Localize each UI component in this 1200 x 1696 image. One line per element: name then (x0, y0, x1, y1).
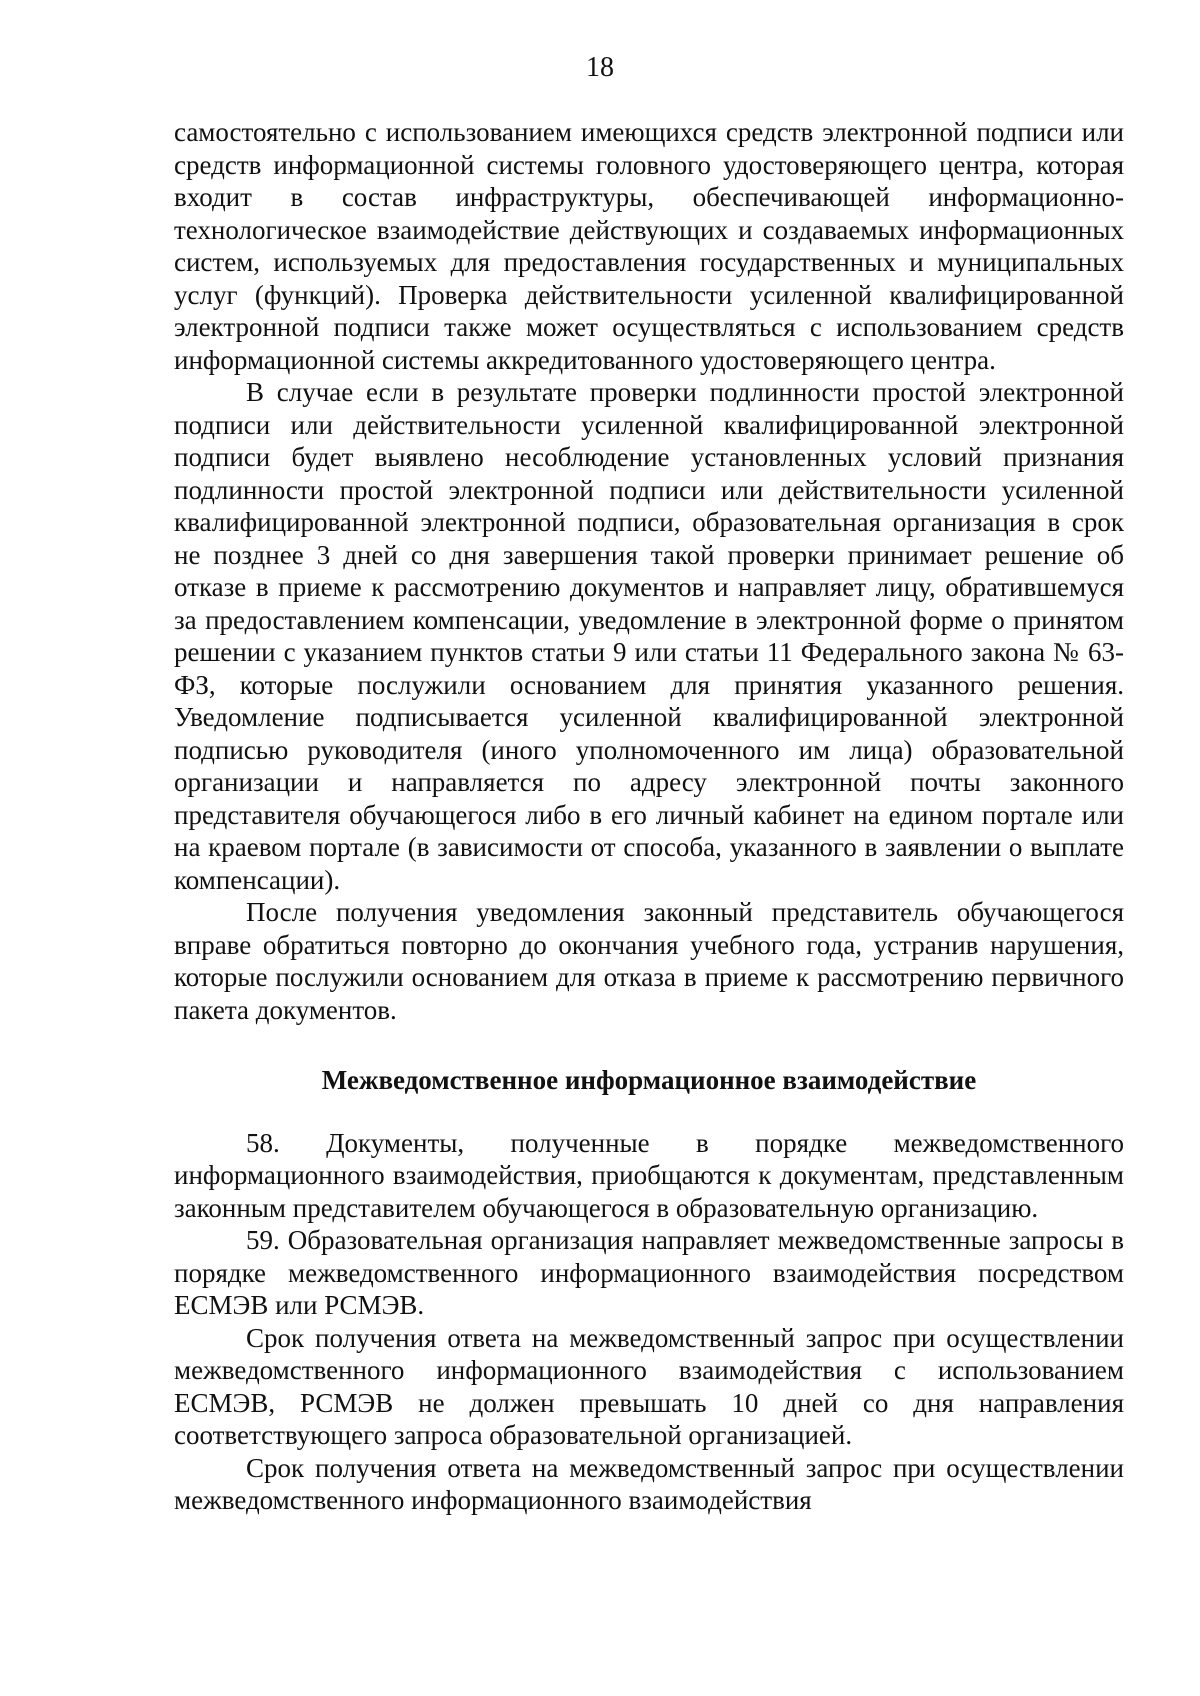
section-heading: Межведомственное информационное взаимодействие (321, 1065, 977, 1095)
document-body (174, 116, 1124, 1517)
page-number: 18 (586, 52, 614, 83)
paragraph-item-58: 58. Документы, полученные в порядке межведомственного информационного взаимодействия, приобщаются к документам, представленным законным представителем обучающегося в образовательную организацию. (174, 1127, 1124, 1223)
paragraph-item-59: 59. Образовательная организация направляет межведомственные запросы в порядке межведомственного информационного взаимодействия посредством ЕСМЭВ или РСМЭВ. (174, 1225, 1124, 1320)
paragraph-signature-check-failure: В случае если в результате проверки подлинности простой электронной подписи или действительности усиленной квалифицированной электронной подписи будет выявлено несоблюдение установленных условий признания подлинности простой электронной подписи или действительности усиленной квалифицированной электронной подписи, образовательная организация в срок не позднее 3 дней со дня завершения такой проверки принимает решение об отказе в приеме к рассмотрению документов и направляет лицу, обратившемуся за предоставлением компенсации, уведомление в электронной форме о принятом решении с указанием пунктов статьи 9 или статьи 11 Федерального закона № 63-ФЗ, которые послужили основанием для принятия указанного решения. Уведомление подписывается усиленной квалифицированной электронной подписью руководителя (иного уполномоченного им лица) образовательной организации и направляется по адресу электронной почты законного представителя обучающегося либо в его личный кабинет на едином портале или на краевом портале (в зависимости от способа, указанного в заявлении о выплате компенсации). (174, 377, 1124, 895)
paragraph-repeat-application: После получения уведомления законный представитель обучающегося вправе обратиться повторно до окончания учебного года, устранив нарушения, которые послужили основанием для отказа в приеме к рассмотрению первичного пакета документов. (174, 897, 1124, 1025)
paragraph-response-deadline-continued: Срок получения ответа на межведомственный запрос при осуществлении межведомственного информационного взаимодействия (174, 1452, 1124, 1515)
paragraph-response-deadline-esmev: Срок получения ответа на межведомственный запрос при осуществлении межведомственного информационного взаимодействия с использованием ЕСМЭВ, РСМЭВ не должен превышать 10 дней со дня направления соответствующего запроса образовательной организацией. (174, 1322, 1124, 1450)
paragraph-continuation: самостоятельно с использованием имеющихся средств электронной подписи или средств информационной системы головного удостоверяющего центра, которая входит в состав инфраструктуры, обеспечивающей информационно-технологическое взаимодействие действующих и создаваемых информационных систем, используемых для предоставления государственных и муниципальных услуг (функций). Проверка действительности усиленной квалифицированной электронной подписи также может осуществляться с использованием средств информационной системы аккредитованного удостоверяющего центра. (174, 117, 1124, 375)
